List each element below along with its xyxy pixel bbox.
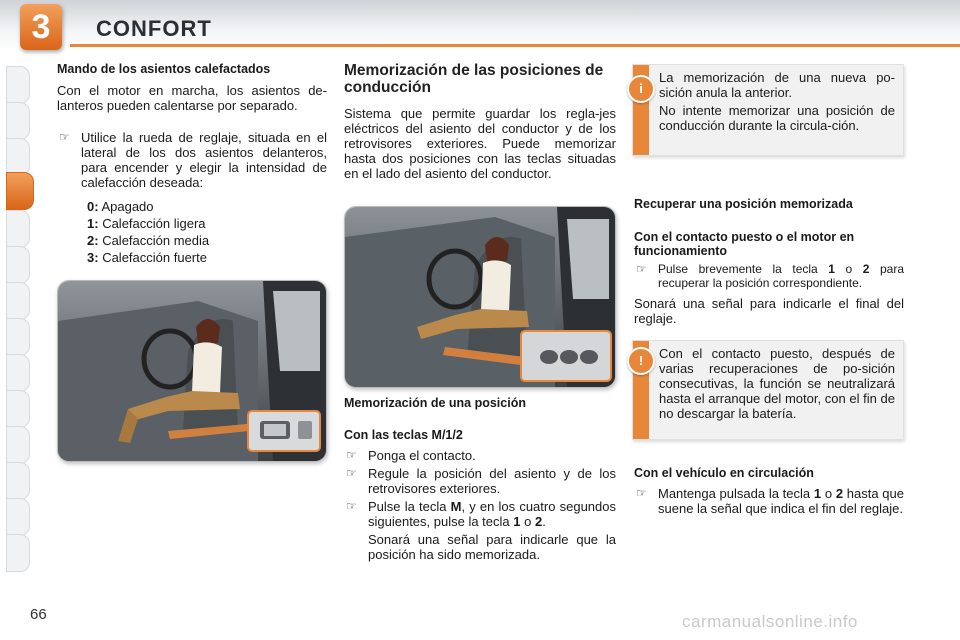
warning-box <box>632 340 904 440</box>
warning-text: Con el contacto puesto, después de varias recuperaciones de po-sición consecutivas, la función se neutralizará hasta el arranque del motor, con el fin de no descargar la batería. <box>659 346 895 421</box>
memory-step-2: ☞ Regule la posición del asiento y de los retrovisores exteriores. <box>346 466 616 496</box>
hand-pointer-icon: ☞ <box>346 499 357 513</box>
chapter-tab[interactable] <box>6 354 30 392</box>
chapter-tab[interactable] <box>6 462 30 500</box>
hand-pointer-icon: ☞ <box>59 130 70 144</box>
memory-step-3-note: Sonará una señal para indicarle que la posición ha sido memorizada. <box>368 532 616 562</box>
warning-icon: ! <box>627 347 655 375</box>
memorize-title: Memorización de una posición <box>344 396 526 410</box>
heating-level-item: 3: Calefacción fuerte <box>87 250 207 265</box>
page-title: CONFORT <box>96 16 212 41</box>
memory-title: Memorización de las posiciones de conducción <box>344 62 604 96</box>
recall-moving-section <box>634 466 904 516</box>
info-text-1: La memorización de una nueva po-sición anula la anterior. <box>659 70 895 100</box>
recall-contact-note: Sonará una señal para indicarle el final del reglaje. <box>634 296 904 326</box>
heating-intro: Con el motor en marcha, los asientos de-lanteros pueden calentarse por separado. <box>57 83 327 113</box>
chapter-tab[interactable] <box>6 426 30 464</box>
hand-pointer-icon: ☞ <box>636 262 647 276</box>
info-icon: i <box>627 75 655 103</box>
memory-keys-title: Con las teclas M/1/2 <box>344 428 463 442</box>
header-rule <box>70 44 960 47</box>
chapter-tab[interactable] <box>6 498 30 536</box>
heated-seat-photo <box>58 281 327 462</box>
chapter-tab[interactable] <box>6 102 30 140</box>
heating-level-item: 1: Calefacción ligera <box>87 216 206 231</box>
memory-section <box>344 62 616 181</box>
memory-keys-photo <box>345 207 616 388</box>
memorize-section <box>344 396 616 562</box>
watermark: carmanualsonline.info <box>682 612 858 631</box>
hand-pointer-icon: ☞ <box>636 486 647 500</box>
heating-bullet <box>57 130 327 190</box>
chapter-tab[interactable] <box>6 210 30 248</box>
memory-intro: Sistema que permite guardar los regla-jes eléctricos del asiento del conductor y de los retrovisores exteriores. Puede memorizar hasta dos posiciones con las teclas situadas en el lado del asiento del conductor. <box>344 106 616 181</box>
heating-level-item: 0: Apagado <box>87 199 154 214</box>
chapter-tab[interactable] <box>6 390 30 428</box>
heating-section <box>57 62 327 266</box>
hand-pointer-icon: ☞ <box>346 466 357 480</box>
info-text-2: No intente memorizar una posición de conducción durante la circula-ción. <box>659 103 895 133</box>
heating-level-item: 2: Calefacción media <box>87 233 210 248</box>
heated-seat-illustration <box>57 280 327 462</box>
recall-title: Recuperar una posición memorizada <box>634 197 853 211</box>
chapter-tab[interactable] <box>6 138 30 176</box>
hand-pointer-icon: ☞ <box>346 448 357 462</box>
recall-contact-title: Con el contacto puesto o el motor en funcionamiento <box>634 230 855 258</box>
info-box <box>632 64 904 156</box>
chapter-tab-active[interactable] <box>6 172 34 210</box>
chapter-tab[interactable] <box>6 318 30 356</box>
heating-title: Mando de los asientos calefactados <box>57 62 271 76</box>
page-number: 66 <box>30 606 47 623</box>
memory-step-3: ☞ Pulse la tecla M, y en los cuatro segundos siguientes, pulse la tecla 1 o 2. <box>346 499 616 529</box>
chapter-number-badge: 3 <box>20 4 62 50</box>
recall-contact-step: ☞ Pulse brevemente la tecla 1 o 2 para recuperar la posición correspondiente. <box>636 262 905 290</box>
recall-moving-step: ☞ Mantenga pulsada la tecla 1 o 2 hasta que suene la señal que indica el fin del reglaje. <box>636 486 905 516</box>
recall-section <box>634 197 904 326</box>
heating-bullet-text: Utilice la rueda de reglaje, situada en el lateral de los dos asientos delanteros, para encender y elegir la intensidad de calefacción deseada: <box>81 130 327 190</box>
memory-step-1: ☞ Ponga el contacto. <box>346 448 476 463</box>
chapter-tab[interactable] <box>6 66 30 104</box>
heating-levels <box>57 198 327 266</box>
chapter-tabs <box>6 66 32 576</box>
chapter-tab[interactable] <box>6 246 30 284</box>
recall-moving-title: Con el vehículo en circulación <box>634 466 814 480</box>
chapter-tab[interactable] <box>6 534 30 572</box>
memory-keys-illustration <box>344 206 616 388</box>
chapter-tab[interactable] <box>6 282 30 320</box>
